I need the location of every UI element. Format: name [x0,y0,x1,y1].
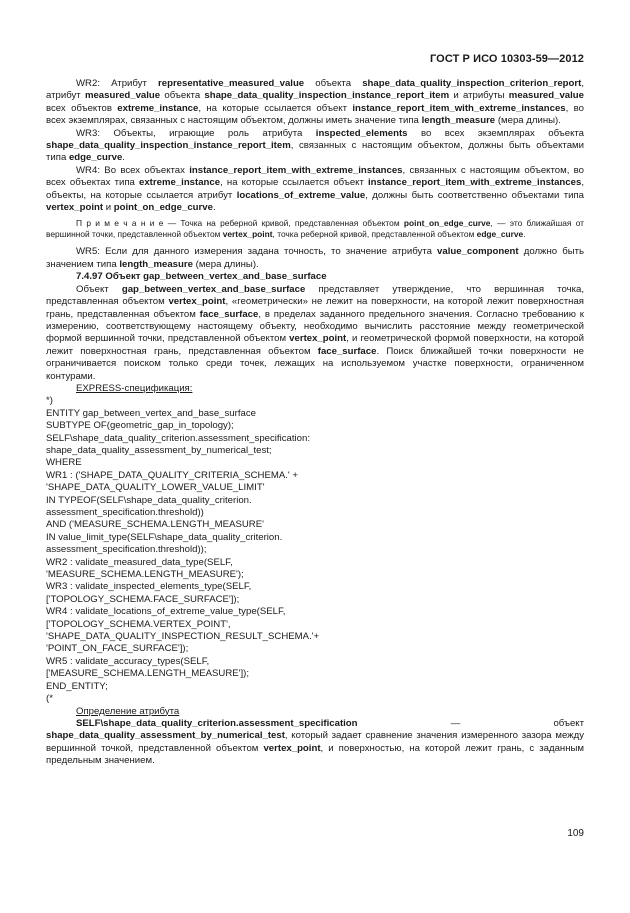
entity-name: shape_data_quality_assessment_by_numerical_test [46,730,285,742]
entity-name: edge_curve [68,152,123,164]
section-number: 7.4.97 [76,271,103,283]
entity-name: vertex_point [263,742,321,754]
text: представляет утверждение, что вершинная точка, представленная объектом [46,283,584,308]
entity-name: edge_curve [476,229,524,240]
entity-name: value_component [437,246,519,258]
entity-name: shape_data_quality_inspection_criterion_report [362,78,582,89]
text: и атрибуты [449,90,509,102]
text: , в пределах заданного предельного значения. Согласно требованию к измерению, соответствующему настоящему объекту, необходимо вычислить расстояние между геометрической формой вершинной точки, представленной объектом [46,308,585,345]
express-label [46,383,584,395]
text: , объекты, на которые ссылается атрибут [46,177,584,201]
document-body [46,78,584,768]
text: , — это ближайшая от вершинной точки, представленной объектом [46,218,584,240]
paragraph-wr4 [46,165,584,215]
text: объекта [160,90,205,102]
entity-name: face_surface [317,345,377,357]
text: и [103,202,114,214]
page-number: 109 [567,828,584,839]
text: (мера длины). [192,258,259,270]
entity-name: length_measure [421,115,496,127]
text: . [122,152,125,164]
text: WR3: Объекты, играющие роль атрибута [76,127,316,139]
entity-name: instance_report_item_with_extreme_instances [368,177,582,189]
text: WR4: Во всех объектах [76,164,190,176]
text: , связанных с настоящим объектом, должны быть объектами типа [46,140,584,164]
entity-name: instance_report_item_with_extreme_instances [189,164,403,176]
text: . Поиск ближайшей точки поверхности не ограничивается поиском только среди точек, лежащих на используемом участке поверхности, ограниченном контурами. [46,345,584,382]
entity-name: representative_measured_value [158,78,305,89]
entity-name: SELF\shape_data_quality_criterion.assessment_specification [76,717,358,729]
text: , точка реберной кривой, представленной объектом [272,229,477,240]
text: должно быть значением типа [46,246,584,270]
document-header: ГОСТ Р ИСО 10303-59—2012 [429,53,584,65]
entity-name: measured_value [508,90,584,102]
entity-name: locations_of_extreme_value [236,189,366,201]
text: , и геометрической формой поверхности, на которой лежит поверхностная грань, представленная объектом [46,333,584,357]
text: объекта [304,78,363,89]
text: — объект [357,717,584,729]
entity-name: face_surface [199,308,259,320]
entity-name: shape_data_quality_inspection_instance_report_item [46,140,291,152]
section-heading [46,271,584,283]
entity-name: length_measure [119,258,193,270]
attribute-label-text: Определение атрибута [76,705,180,717]
entity-name: vertex_point [289,333,347,345]
text: , на которые ссылается объект [220,177,369,189]
text: , и поверхностью, на которой лежит грань, с заданным предельным значением. [46,742,584,767]
text: , «геометрически» не лежит на поверхности, на которой лежит поверхностная грань, представленная объектом [46,296,584,320]
text: , связанных с настоящим объектом, во всех объектах типа [46,164,584,189]
entity-name: vertex_point [168,296,226,308]
entity-name: inspected_elements [315,127,408,139]
entity-name: point_on_edge_curve [403,218,491,229]
section-title: Объект gap_between_vertex_and_base_surface [105,271,327,283]
text: Объект [76,283,122,295]
entity-name: instance_report_item_with_extreme_instances [352,102,566,114]
entity-name: extreme_instance [139,177,221,189]
text: , во всех экземплярах, связанных с настоящим объектом, должны иметь значение типа [46,102,584,127]
text: , атрибут [46,78,584,102]
text: WR2: Атрибут [76,78,159,89]
entity-name: shape_data_quality_inspection_instance_report_item [204,90,450,102]
text: , на которые ссылается объект [198,102,353,114]
text: , должны быть соответственно объектами типа [365,189,585,201]
entity-name: measured_value [84,90,161,102]
entity-name: gap_between_vertex_and_base_surface [121,283,306,295]
text: . [212,202,216,214]
text: WR5: Если для данного измерения задана точность, то значение атрибута [76,246,438,258]
paragraph-wr5 [46,246,584,271]
note-paragraph [46,218,584,240]
text: . [523,229,526,240]
paragraph-wr3 [46,128,584,165]
text: П р и м е ч а н и е — Точка на реберной кривой, представленная объектом [76,218,404,229]
express-label-text: EXPRESS-спецификация: [76,382,193,394]
text: во всех экземплярах объекта [407,127,585,139]
paragraph-wr2 [46,78,584,128]
entity-name: vertex_point [46,202,104,214]
text: всех объектов [46,102,118,114]
express-code-block: *) ENTITY gap_between_vertex_and_base_surface SUBTYPE OF(geometric_gap_in_topology); SELF\shape_data_quality_criterion.assessment_specification: shape_data_quality_assessment_by_numerical_test; WHERE WR1 : ('SHAPE_DATA_QUALITY_CRITERIA_SCHEMA.' + 'SHAPE_DATA_QUALITY_LOWER_VALUE_LIMIT' IN TYPEOF(SELF\shape_data_quality_criterion. assessment_specification.threshold)) AND ('MEASURE_SCHEMA.LENGTH_MEASURE' IN value_limit_type(SELF\shape_data_quality_criterion. assessment_specification.threshold)); WR2 : validate_measured_data_type(SELF, 'MEASURE_SCHEMA.LENGTH_MEASURE'); WR3 : validate_inspected_elements_type(SELF, ['TOPOLOGY_SCHEMA.FACE_SURFACE']); WR4 : validate_locations_of_extreme_value_type(SELF, ['TOPOLOGY_SCHEMA.VERTEX_POINT', 'SHAPE_DATA_QUALITY_INSPECTION_RESULT_SCHEMA.'+ 'POINT_ON_FACE_SURFACE']); WR5 : validate_accuracy_types(SELF, ['MEASURE_SCHEMA.LENGTH_MEASURE']); END_ENTITY; (* [46,395,320,705]
paragraph-attribute-definition [46,718,584,768]
entity-name: point_on_edge_curve [113,202,213,214]
entity-name: extreme_instance [117,102,199,114]
entity-name: vertex_point [222,229,273,240]
text: (мера длины). [495,115,561,127]
text: , который задает сравнение значения измеренного зазора между вершинной точкой, представленной объектом [46,730,584,754]
paragraph-description [46,284,584,383]
attribute-label [46,706,584,718]
